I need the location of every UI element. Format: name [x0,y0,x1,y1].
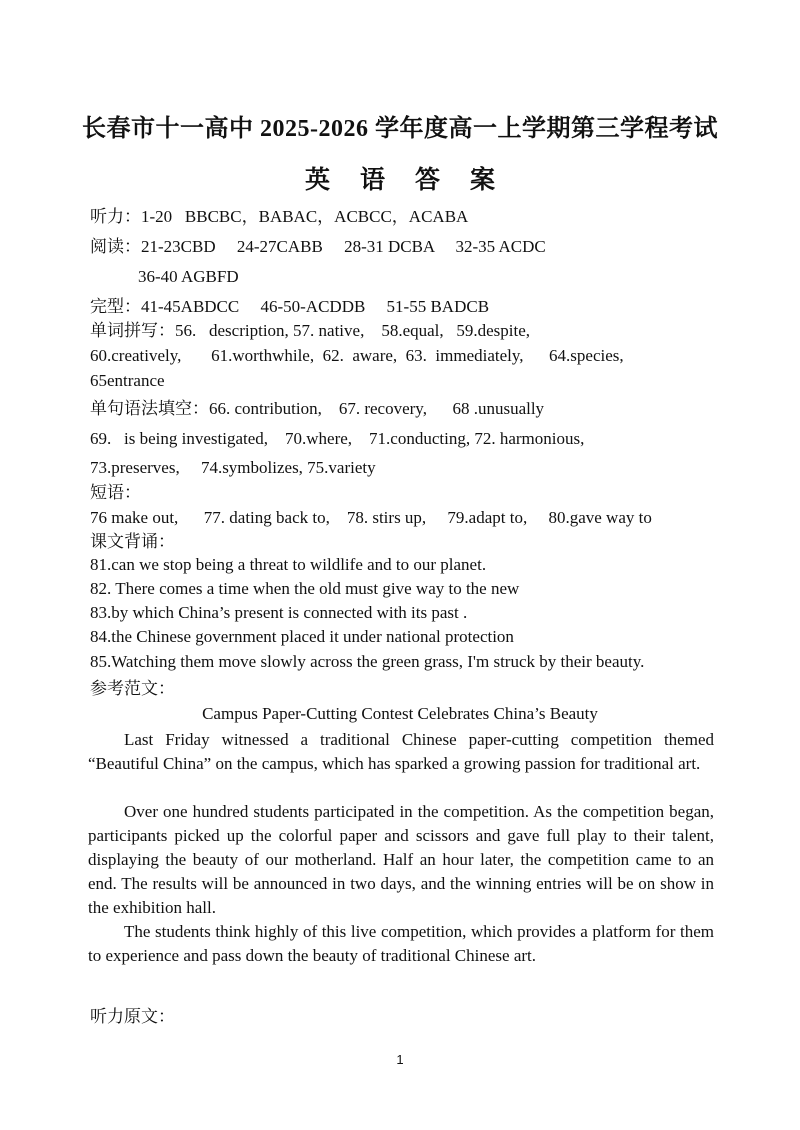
spelling-answers-line-1: 单词拼写：56. description, 57. native, 58.equal, 59.despite, [90,321,531,340]
spelling-answers-line-2: 60.creatively, 61.worthwhile, 62. aware, 63. immediately, 64.species, [90,346,624,365]
phrases-answers: 76 make out, 77. dating back to, 78. stirs up, 79.adapt to, 80.gave way to [90,508,652,527]
page-title: 长春市十一高中 2025-2026 学年度高一上学期第三学程考试 [82,116,718,142]
essay-title: Campus Paper-Cutting Contest Celebrates China’s Beauty [202,704,598,723]
grammar-answers-line-3: 73.preserves, 74.symbolizes, 75.variety [90,458,376,477]
grammar-answers-line-2: 69. is being investigated, 70.where, 71.conducting, 72. harmonious, [90,429,585,448]
page-number: 1 [396,1052,404,1067]
essay-paragraph: The students think highly of this live competition, which provides a platform for them to experience and pass down the beauty of traditional Chinese art. [88,922,714,965]
recitation-item: 81.can we stop being a threat to wildlife and to our planet. [90,555,487,574]
grammar-answers-line-1: 单句语法填空：66. contribution, 67. recovery, 68 .unusually [90,399,545,418]
recitation-item: 83.by which China’s present is connected with its past . [90,603,468,622]
listening-script-label: 听力原文： [90,1007,175,1026]
phrases-label: 短语： [90,483,141,502]
essay-paragraph: Last Friday witnessed a traditional Chinese paper-cutting competition themed “Beautiful China” on the campus, which has sparked a growing passion for traditional art. [88,730,714,773]
page-subtitle: 英语答案 [304,167,525,194]
listening-answers: 听力：1-20 BBCBC，BABAC，ACBCC，ACABA [90,207,469,226]
recitation-item: 85.Watching them move slowly across the green grass, I'm struck by their beauty. [90,652,645,671]
essay-paragraph: Over one hundred students participated in the competition. As the competition began, participants picked up the colorful paper and scissors and gave full play to their talent, displaying the beauty of our motherland. Half an hour later, the competition came to an end. The results will be announced in two days, and the winning entries will be on show in the exhibition hall. [88,802,714,917]
essay-label: 参考范文： [90,679,175,698]
reading-answers-line-2: 36-40 AGBFD [138,267,239,286]
reading-answers-line-1: 阅读：21-23CBD 24-27CABB 28-31 DCBA 32-35 ACDC [90,237,546,256]
cloze-answers: 完型：41-45ABDCC 46-50-ACDDB 51-55 BADCB [90,297,490,316]
recitation-item: 82. There comes a time when the old must give way to the new [90,579,520,598]
recitation-label: 课文背诵： [90,532,175,551]
spelling-answers-line-3: 65entrance [90,371,165,390]
recitation-item: 84.the Chinese government placed it under national protection [90,627,514,646]
